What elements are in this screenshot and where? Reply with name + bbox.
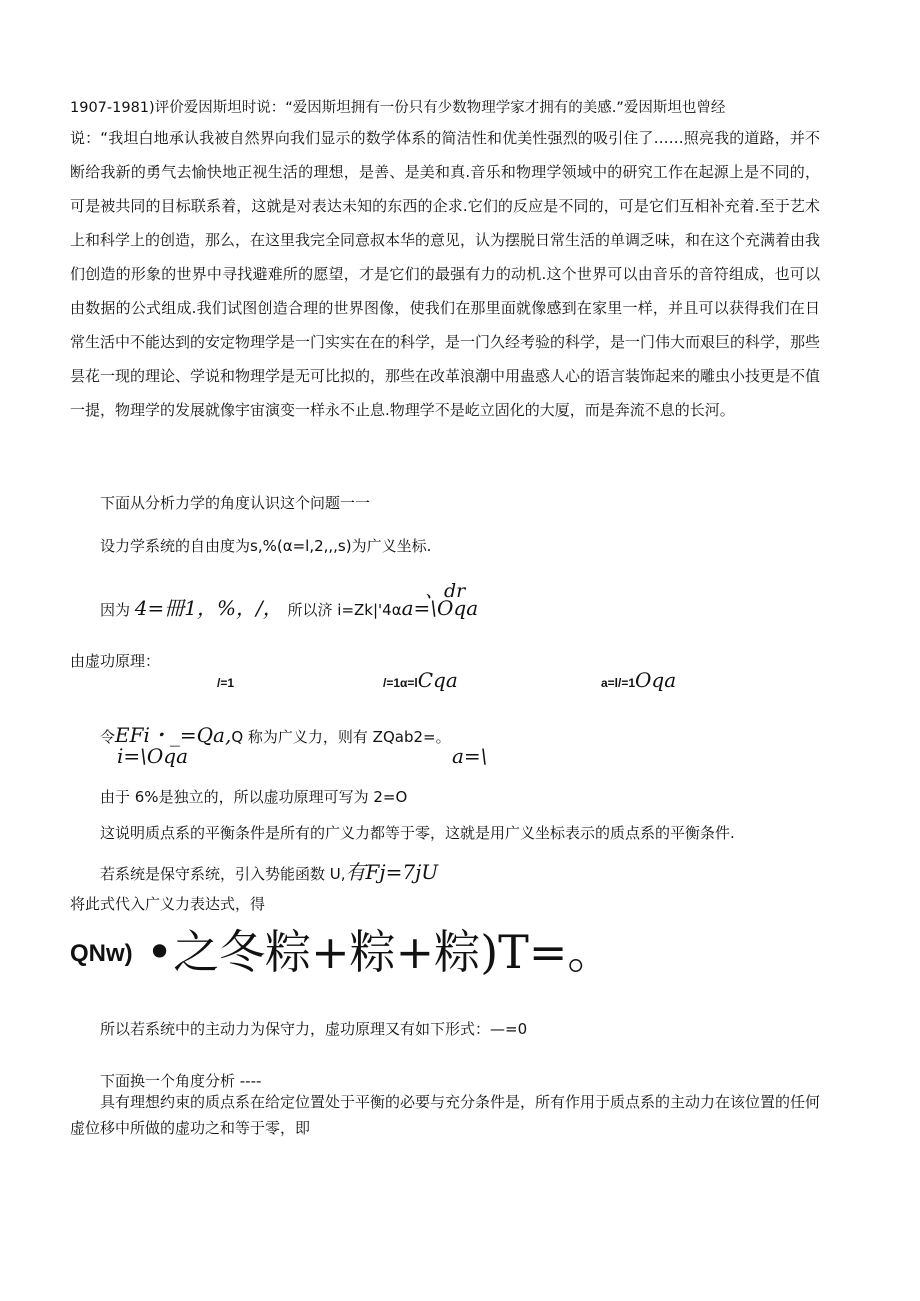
let-prefix: 令: [100, 728, 116, 746]
conclusion-text: 所以若系统中的主动力为保守力，虚功原理又有如下形式：—=0: [100, 1020, 528, 1038]
because-prefix: 因为: [100, 601, 131, 619]
because-math1: 4=冊1，%，/，: [134, 596, 283, 620]
let-text: Q 称为广义力，则有 ZQab2=。: [231, 728, 451, 746]
conservative-math: 有Fj=7jU: [345, 860, 439, 884]
conservative-text: 若系统是保守系统，引入势能函数 U,: [100, 865, 346, 883]
equation-b-math: Cqa: [417, 668, 458, 692]
big-formula-prefix: QNw): [70, 940, 133, 967]
equation-c-math: Oqa: [635, 668, 677, 692]
section2-heading: 下面换一个角度分析 ----: [100, 1072, 262, 1090]
sub-math-1: i=\Oqa: [117, 744, 189, 768]
independent-text: 由于 6%是独立的，所以虚功原理可写为 2=O: [100, 788, 408, 806]
conservative-line: [100, 856, 438, 885]
equation-b-prefix: /=1α=l: [383, 676, 418, 690]
big-formula: •之冬粽+粽+粽)T=。: [146, 925, 614, 979]
sub-math-2: a=\: [452, 744, 488, 768]
quote-paragraph: 说：“我坦白地承认我被自然界向我们显示的数学体系的简洁性和优美性强烈的吸引住了……照亮我的道路，并不断给我新的勇气去愉快地正视生活的理想，是善、是美和真.音乐和物理学领域中的研究工作在起源上是不同的，可是被共同的目标联系着，这就是对表达未知的东西的企求.它们的反应是不同的，可是它们互相补充着.至于艺术上和科学上的创造，那么，在这里我完全同意叔本华的意见，认为摆脱日常生活的单调乏味，和在这个充满着由我们创造的形象的世界中寻找避难所的愿望，才是它们的最强有力的动机.这个世界可以由音乐的音符组成，也可以由数据的公式组成.我们试图创造合理的世界图像，使我们在那里面就像感到在家里一样，并且可以获得我们在日常生活中不能达到的安定物理学是一门实实在在的科学，是一门久经考验的科学，是一门伟大而艰巨的科学，那些昙花一现的理论、学说和物理学是无可比拟的，那些在改革浪潮中用蛊惑人心的语言装饰起来的雕虫小技更是不值一提，物理学的发展就像宇宙演变一样永不止息.物理学不是屹立固化的大厦，而是奔流不息的长河。: [70, 129, 821, 419]
equation-a: /=1: [217, 676, 235, 690]
equation-b: [383, 668, 458, 692]
because-math2: a=\Oqa: [401, 596, 479, 620]
explain-text: 这说明质点系的平衡条件是所有的广义力都等于零，这就是用广义坐标表示的质点系的平衡条件.: [100, 824, 735, 842]
because-superscript: 、dr: [425, 580, 466, 602]
equation-c-prefix: a=l/=1: [601, 676, 636, 690]
section1-heading: 下面从分析力学的角度认识这个问题一一: [100, 494, 371, 512]
because-mid: 所以济 i=Zk|'4α: [287, 601, 402, 619]
section2-body: 具有理想约束的质点系在给定位置处于平衡的必要与充分条件是，所有作用于质点系的主动力在该位置的任何虚位移中所做的虚功之和等于零，即: [70, 1093, 821, 1137]
intro-first-line: 1907-1981)评价爱因斯坦时说：“爱因斯坦拥有一份只有少数物理学家才拥有的美感.”爱因斯坦也曾经: [70, 100, 726, 116]
substitute-text: 将此式代入广义力表达式，得: [70, 895, 266, 913]
setup-text: 设力学系统的自由度为s,%(α=l,2,,,s)为广义坐标.: [100, 537, 432, 555]
virtual-work-label: 由虚功原理：: [70, 652, 161, 670]
equation-c: [601, 668, 676, 692]
let-math: EFi・_=Qa,: [115, 723, 232, 747]
because-line: [100, 592, 478, 621]
